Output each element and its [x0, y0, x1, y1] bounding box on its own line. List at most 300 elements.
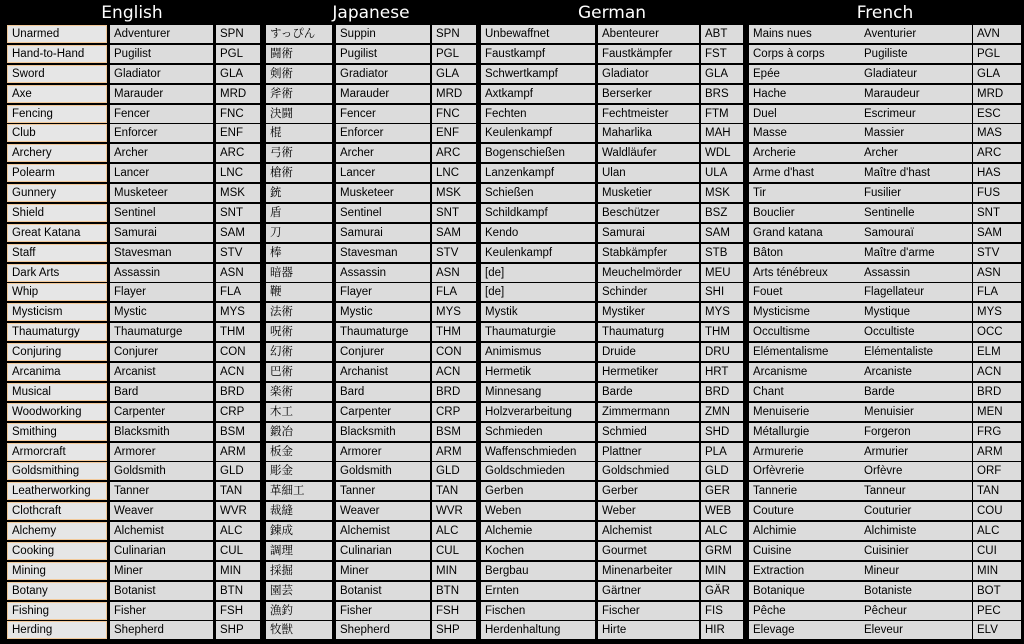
german-job-cell: Gourmet	[598, 542, 699, 560]
japanese-job-cell: Flayer	[336, 283, 430, 301]
japanese-abbr-cell: MRD	[432, 85, 476, 103]
french-skill-cell: Arcanisme	[749, 363, 867, 381]
english-abbr-cell: CON	[216, 343, 260, 361]
english-skill-cell: Alchemy	[7, 522, 107, 540]
japanese-skill-cell: 鍛冶	[266, 423, 332, 441]
french-job-cell: Elémentaliste	[860, 343, 972, 361]
english-skill-cell: Botany	[7, 582, 107, 600]
french-skill-cell: Archerie	[749, 144, 867, 162]
english-skill-cell: Whip	[7, 283, 107, 301]
german-skill-cell: Fechten	[481, 105, 595, 123]
english-abbr-cell: BTN	[216, 582, 260, 600]
japanese-abbr-cell: FNC	[432, 105, 476, 123]
japanese-skill-cell: 呪術	[266, 323, 332, 341]
english-skill-cell: Conjuring	[7, 343, 107, 361]
french-skill-cell: Cuisine	[749, 542, 867, 560]
english-abbr-cell: SAM	[216, 224, 260, 242]
french-skill-cell: Chant	[749, 383, 867, 401]
english-job-cell: Musketeer	[110, 184, 213, 202]
japanese-abbr-cell: BRD	[432, 383, 476, 401]
japanese-abbr-cell: ARC	[432, 144, 476, 162]
japanese-job-cell: Archanist	[336, 363, 430, 381]
german-job-cell: Waldläufer	[598, 144, 699, 162]
english-abbr-cell: GLA	[216, 65, 260, 83]
english-job-cell: Stavesman	[110, 244, 213, 262]
german-abbr-cell: HIR	[701, 621, 743, 639]
japanese-abbr-cell: MSK	[432, 184, 476, 202]
german-abbr-cell: ZMN	[701, 403, 743, 421]
japanese-abbr-cell: SPN	[432, 25, 476, 43]
french-skill-cell: Elevage	[749, 621, 867, 639]
french-job-cell: Barde	[860, 383, 972, 401]
japanese-skill-cell: すっぴん	[266, 25, 332, 43]
german-abbr-cell: WEB	[701, 502, 743, 520]
japanese-abbr-cell: GLA	[432, 65, 476, 83]
english-abbr-cell: SNT	[216, 204, 260, 222]
german-skill-cell: Mystik	[481, 303, 595, 321]
german-job-cell: Druide	[598, 343, 699, 361]
english-abbr-cell: FNC	[216, 105, 260, 123]
japanese-abbr-cell: ALC	[432, 522, 476, 540]
japanese-skill-cell: 斧術	[266, 85, 332, 103]
english-abbr-cell: CRP	[216, 403, 260, 421]
german-skill-cell: Waffenschmieden	[481, 443, 595, 461]
french-abbr-cell: FUS	[973, 184, 1021, 202]
french-abbr-cell: BOT	[973, 582, 1021, 600]
japanese-skill-cell: 弓術	[266, 144, 332, 162]
japanese-abbr-cell: MIN	[432, 562, 476, 580]
english-job-cell: Samurai	[110, 224, 213, 242]
german-skill-cell: Bogenschießen	[481, 144, 595, 162]
japanese-job-cell: Suppin	[336, 25, 430, 43]
french-abbr-cell: MEN	[973, 403, 1021, 421]
german-skill-cell: Goldschmieden	[481, 462, 595, 480]
english-skill-cell: Herding	[7, 621, 107, 639]
french-skill-cell: Corps à corps	[749, 45, 867, 63]
french-abbr-cell: CUI	[973, 542, 1021, 560]
english-skill-cell: Arcanima	[7, 363, 107, 381]
german-job-cell: Schinder	[598, 283, 699, 301]
german-job-cell: Faustkämpfer	[598, 45, 699, 63]
english-job-cell: Blacksmith	[110, 423, 213, 441]
german-skill-cell: Kochen	[481, 542, 595, 560]
french-abbr-cell: STV	[973, 244, 1021, 262]
french-job-cell: Pêcheur	[860, 602, 972, 620]
japanese-skill-cell: 彫金	[266, 462, 332, 480]
english-abbr-cell: BSM	[216, 423, 260, 441]
german-abbr-cell: FST	[701, 45, 743, 63]
french-job-cell: Aventurier	[860, 25, 972, 43]
english-abbr-cell: ACN	[216, 363, 260, 381]
english-skill-cell: Archery	[7, 144, 107, 162]
english-job-cell: Carpenter	[110, 403, 213, 421]
french-abbr-cell: BRD	[973, 383, 1021, 401]
english-abbr-cell: GLD	[216, 462, 260, 480]
japanese-job-cell: Sentinel	[336, 204, 430, 222]
german-skill-cell: Alchemie	[481, 522, 595, 540]
japanese-job-cell: Alchemist	[336, 522, 430, 540]
japanese-abbr-cell: FLA	[432, 283, 476, 301]
german-job-cell: Goldschmied	[598, 462, 699, 480]
japanese-job-cell: Marauder	[336, 85, 430, 103]
german-job-cell: Thaumaturg	[598, 323, 699, 341]
german-job-cell: Ulan	[598, 164, 699, 182]
english-job-cell: Fisher	[110, 602, 213, 620]
japanese-abbr-cell: BTN	[432, 582, 476, 600]
german-job-cell: Schmied	[598, 423, 699, 441]
english-job-cell: Alchemist	[110, 522, 213, 540]
french-job-cell: Mystique	[860, 303, 972, 321]
japanese-abbr-cell: TAN	[432, 482, 476, 500]
german-abbr-cell: STB	[701, 244, 743, 262]
french-skill-cell: Pêche	[749, 602, 867, 620]
japanese-job-cell: Bard	[336, 383, 430, 401]
german-skill-cell: Gerben	[481, 482, 595, 500]
japanese-job-cell: Assassin	[336, 264, 430, 282]
french-abbr-cell: ARM	[973, 443, 1021, 461]
english-skill-cell: Mysticism	[7, 303, 107, 321]
japanese-skill-cell: 楽術	[266, 383, 332, 401]
french-abbr-cell: SAM	[973, 224, 1021, 242]
english-skill-cell: Woodworking	[7, 403, 107, 421]
english-skill-cell: Sword	[7, 65, 107, 83]
french-skill-cell: Menuiserie	[749, 403, 867, 421]
french-abbr-cell: PEC	[973, 602, 1021, 620]
english-skill-cell: Great Katana	[7, 224, 107, 242]
german-skill-cell: Hermetik	[481, 363, 595, 381]
japanese-abbr-cell: CON	[432, 343, 476, 361]
german-job-cell: Fechtmeister	[598, 105, 699, 123]
english-job-cell: Goldsmith	[110, 462, 213, 480]
english-abbr-cell: MIN	[216, 562, 260, 580]
japanese-skill-cell: 棍	[266, 124, 332, 142]
english-job-cell: Arcanist	[110, 363, 213, 381]
german-job-cell: Beschützer	[598, 204, 699, 222]
french-job-cell: Maraudeur	[860, 85, 972, 103]
german-job-cell: Berserker	[598, 85, 699, 103]
japanese-job-cell: Musketeer	[336, 184, 430, 202]
french-abbr-cell: MIN	[973, 562, 1021, 580]
french-job-cell: Tanneur	[860, 482, 972, 500]
japanese-abbr-cell: LNC	[432, 164, 476, 182]
english-job-cell: Culinarian	[110, 542, 213, 560]
french-skill-cell: Mysticisme	[749, 303, 867, 321]
french-job-cell: Massier	[860, 124, 972, 142]
english-skill-cell: Musical	[7, 383, 107, 401]
french-abbr-cell: MRD	[973, 85, 1021, 103]
french-abbr-cell: FLA	[973, 283, 1021, 301]
french-abbr-cell: SNT	[973, 204, 1021, 222]
french-job-cell: Armurier	[860, 443, 972, 461]
german-abbr-cell: ULA	[701, 164, 743, 182]
japanese-job-cell: Fisher	[336, 602, 430, 620]
english-abbr-cell: WVR	[216, 502, 260, 520]
english-job-cell: Shepherd	[110, 621, 213, 639]
column-header-japanese: Japanese	[332, 3, 410, 23]
french-abbr-cell: MYS	[973, 303, 1021, 321]
german-abbr-cell: WDL	[701, 144, 743, 162]
french-skill-cell: Métallurgie	[749, 423, 867, 441]
japanese-abbr-cell: ARM	[432, 443, 476, 461]
german-abbr-cell: MAH	[701, 124, 743, 142]
column-header-english: English	[101, 3, 163, 23]
japanese-job-cell: Mystic	[336, 303, 430, 321]
french-job-cell: Samouraï	[860, 224, 972, 242]
english-job-cell: Mystic	[110, 303, 213, 321]
japanese-skill-cell: 決闘	[266, 105, 332, 123]
japanese-skill-cell: 漁釣	[266, 602, 332, 620]
german-job-cell: Zimmermann	[598, 403, 699, 421]
japanese-abbr-cell: SNT	[432, 204, 476, 222]
column-header-french: French	[856, 3, 914, 23]
german-abbr-cell: THM	[701, 323, 743, 341]
japanese-job-cell: Archer	[336, 144, 430, 162]
german-skill-cell: Keulenkampf	[481, 124, 595, 142]
german-job-cell: Barde	[598, 383, 699, 401]
english-skill-cell: Smithing	[7, 423, 107, 441]
german-abbr-cell: ALC	[701, 522, 743, 540]
english-abbr-cell: MSK	[216, 184, 260, 202]
french-job-cell: Arcaniste	[860, 363, 972, 381]
english-skill-cell: Club	[7, 124, 107, 142]
japanese-job-cell: Thaumaturge	[336, 323, 430, 341]
english-abbr-cell: TAN	[216, 482, 260, 500]
french-job-cell: Maître d'arme	[860, 244, 972, 262]
section-divider	[477, 24, 479, 644]
german-abbr-cell: FTM	[701, 105, 743, 123]
german-abbr-cell: FIS	[701, 602, 743, 620]
french-skill-cell: Elémentalisme	[749, 343, 867, 361]
japanese-job-cell: Culinarian	[336, 542, 430, 560]
english-skill-cell: Unarmed	[7, 25, 107, 43]
german-abbr-cell: BSZ	[701, 204, 743, 222]
french-abbr-cell: MAS	[973, 124, 1021, 142]
japanese-job-cell: Fencer	[336, 105, 430, 123]
french-abbr-cell: COU	[973, 502, 1021, 520]
english-abbr-cell: SPN	[216, 25, 260, 43]
english-skill-cell: Goldsmithing	[7, 462, 107, 480]
english-job-cell: Adventurer	[110, 25, 213, 43]
english-job-cell: Bard	[110, 383, 213, 401]
german-skill-cell: Holzverarbeitung	[481, 403, 595, 421]
english-job-cell: Miner	[110, 562, 213, 580]
german-job-cell: Samurai	[598, 224, 699, 242]
english-skill-cell: Shield	[7, 204, 107, 222]
english-skill-cell: Dark Arts	[7, 264, 107, 282]
french-job-cell: Pugiliste	[860, 45, 972, 63]
japanese-job-cell: Carpenter	[336, 403, 430, 421]
english-job-cell: Lancer	[110, 164, 213, 182]
german-skill-cell: Axtkampf	[481, 85, 595, 103]
french-job-cell: Fusilier	[860, 184, 972, 202]
japanese-job-cell: Botanist	[336, 582, 430, 600]
german-abbr-cell: SHI	[701, 283, 743, 301]
french-abbr-cell: PGL	[973, 45, 1021, 63]
english-skill-cell: Staff	[7, 244, 107, 262]
french-job-cell: Menuisier	[860, 403, 972, 421]
japanese-skill-cell: 革細工	[266, 482, 332, 500]
french-skill-cell: Bâton	[749, 244, 867, 262]
german-abbr-cell: DRU	[701, 343, 743, 361]
japanese-skill-cell: 刀	[266, 224, 332, 242]
german-skill-cell: Schießen	[481, 184, 595, 202]
japanese-abbr-cell: BSM	[432, 423, 476, 441]
english-abbr-cell: ALC	[216, 522, 260, 540]
french-job-cell: Assassin	[860, 264, 972, 282]
french-skill-cell: Bouclier	[749, 204, 867, 222]
japanese-abbr-cell: SHP	[432, 621, 476, 639]
french-skill-cell: Masse	[749, 124, 867, 142]
french-job-cell: Sentinelle	[860, 204, 972, 222]
japanese-job-cell: Stavesman	[336, 244, 430, 262]
german-job-cell: Alchemist	[598, 522, 699, 540]
japanese-job-cell: Armorer	[336, 443, 430, 461]
german-skill-cell: Lanzenkampf	[481, 164, 595, 182]
japanese-abbr-cell: ENF	[432, 124, 476, 142]
japanese-abbr-cell: CRP	[432, 403, 476, 421]
french-skill-cell: Tannerie	[749, 482, 867, 500]
japanese-job-cell: Conjurer	[336, 343, 430, 361]
german-abbr-cell: GER	[701, 482, 743, 500]
french-skill-cell: Hache	[749, 85, 867, 103]
german-abbr-cell: GRM	[701, 542, 743, 560]
japanese-job-cell: Miner	[336, 562, 430, 580]
english-job-cell: Tanner	[110, 482, 213, 500]
french-job-cell: Couturier	[860, 502, 972, 520]
french-job-cell: Occultiste	[860, 323, 972, 341]
japanese-job-cell: Blacksmith	[336, 423, 430, 441]
german-abbr-cell: MYS	[701, 303, 743, 321]
english-skill-cell: Axe	[7, 85, 107, 103]
english-abbr-cell: FSH	[216, 602, 260, 620]
german-abbr-cell: ABT	[701, 25, 743, 43]
japanese-abbr-cell: CUL	[432, 542, 476, 560]
french-job-cell: Forgeron	[860, 423, 972, 441]
english-skill-cell: Polearm	[7, 164, 107, 182]
english-job-cell: Archer	[110, 144, 213, 162]
japanese-abbr-cell: ACN	[432, 363, 476, 381]
french-abbr-cell: ARC	[973, 144, 1021, 162]
japanese-skill-cell: 盾	[266, 204, 332, 222]
french-skill-cell: Alchimie	[749, 522, 867, 540]
german-abbr-cell: PLA	[701, 443, 743, 461]
french-skill-cell: Botanique	[749, 582, 867, 600]
french-skill-cell: Duel	[749, 105, 867, 123]
french-skill-cell: Armurerie	[749, 443, 867, 461]
german-abbr-cell: GÄR	[701, 582, 743, 600]
german-job-cell: Abenteurer	[598, 25, 699, 43]
japanese-skill-cell: 裁縫	[266, 502, 332, 520]
french-job-cell: Escrimeur	[860, 105, 972, 123]
japanese-skill-cell: 採掘	[266, 562, 332, 580]
english-abbr-cell: MRD	[216, 85, 260, 103]
japanese-abbr-cell: ASN	[432, 264, 476, 282]
french-abbr-cell: ESC	[973, 105, 1021, 123]
german-skill-cell: Faustkampf	[481, 45, 595, 63]
german-job-cell: Gärtner	[598, 582, 699, 600]
english-abbr-cell: ARC	[216, 144, 260, 162]
german-job-cell: Gladiator	[598, 65, 699, 83]
english-job-cell: Fencer	[110, 105, 213, 123]
english-skill-cell: Cooking	[7, 542, 107, 560]
japanese-skill-cell: 園芸	[266, 582, 332, 600]
german-skill-cell: Fischen	[481, 602, 595, 620]
french-skill-cell: Extraction	[749, 562, 867, 580]
english-abbr-cell: LNC	[216, 164, 260, 182]
german-abbr-cell: GLD	[701, 462, 743, 480]
german-job-cell: Weber	[598, 502, 699, 520]
german-job-cell: Meuchelmörder	[598, 264, 699, 282]
japanese-skill-cell: 闘術	[266, 45, 332, 63]
japanese-skill-cell: 棒	[266, 244, 332, 262]
japanese-job-cell: Samurai	[336, 224, 430, 242]
french-abbr-cell: GLA	[973, 65, 1021, 83]
japanese-skill-cell: 錬成	[266, 522, 332, 540]
japanese-abbr-cell: PGL	[432, 45, 476, 63]
japanese-abbr-cell: STV	[432, 244, 476, 262]
french-abbr-cell: TAN	[973, 482, 1021, 500]
french-abbr-cell: ELM	[973, 343, 1021, 361]
german-abbr-cell: SAM	[701, 224, 743, 242]
german-job-cell: Plattner	[598, 443, 699, 461]
japanese-abbr-cell: THM	[432, 323, 476, 341]
japanese-job-cell: Goldsmith	[336, 462, 430, 480]
french-abbr-cell: FRG	[973, 423, 1021, 441]
japanese-job-cell: Shepherd	[336, 621, 430, 639]
english-abbr-cell: CUL	[216, 542, 260, 560]
french-job-cell: Orfèvre	[860, 462, 972, 480]
english-abbr-cell: PGL	[216, 45, 260, 63]
english-job-cell: Weaver	[110, 502, 213, 520]
french-job-cell: Alchimiste	[860, 522, 972, 540]
japanese-job-cell: Gradiator	[336, 65, 430, 83]
german-skill-cell: [de]	[481, 264, 595, 282]
french-skill-cell: Orfèvrerie	[749, 462, 867, 480]
japanese-abbr-cell: FSH	[432, 602, 476, 620]
french-abbr-cell: ASN	[973, 264, 1021, 282]
english-job-cell: Pugilist	[110, 45, 213, 63]
german-skill-cell: Weben	[481, 502, 595, 520]
french-skill-cell: Mains nues	[749, 25, 867, 43]
japanese-job-cell: Pugilist	[336, 45, 430, 63]
english-job-cell: Marauder	[110, 85, 213, 103]
french-skill-cell: Arme d'hast	[749, 164, 867, 182]
french-skill-cell: Fouet	[749, 283, 867, 301]
german-abbr-cell: HRT	[701, 363, 743, 381]
english-skill-cell: Thaumaturgy	[7, 323, 107, 341]
english-abbr-cell: SHP	[216, 621, 260, 639]
japanese-skill-cell: 剣術	[266, 65, 332, 83]
french-skill-cell: Tir	[749, 184, 867, 202]
german-job-cell: Fischer	[598, 602, 699, 620]
english-job-cell: Sentinel	[110, 204, 213, 222]
french-job-cell: Flagellateur	[860, 283, 972, 301]
german-skill-cell: Herdenhaltung	[481, 621, 595, 639]
french-job-cell: Maître d'hast	[860, 164, 972, 182]
german-job-cell: Maharlika	[598, 124, 699, 142]
french-job-cell: Eleveur	[860, 621, 972, 639]
german-job-cell: Stabkämpfer	[598, 244, 699, 262]
german-skill-cell: Schmieden	[481, 423, 595, 441]
english-job-cell: Enforcer	[110, 124, 213, 142]
german-skill-cell: Ernten	[481, 582, 595, 600]
german-skill-cell: Thaumaturgie	[481, 323, 595, 341]
french-abbr-cell: ELV	[973, 621, 1021, 639]
german-abbr-cell: MEU	[701, 264, 743, 282]
french-skill-cell: Arts ténébreux	[749, 264, 867, 282]
english-skill-cell: Fencing	[7, 105, 107, 123]
german-abbr-cell: GLA	[701, 65, 743, 83]
